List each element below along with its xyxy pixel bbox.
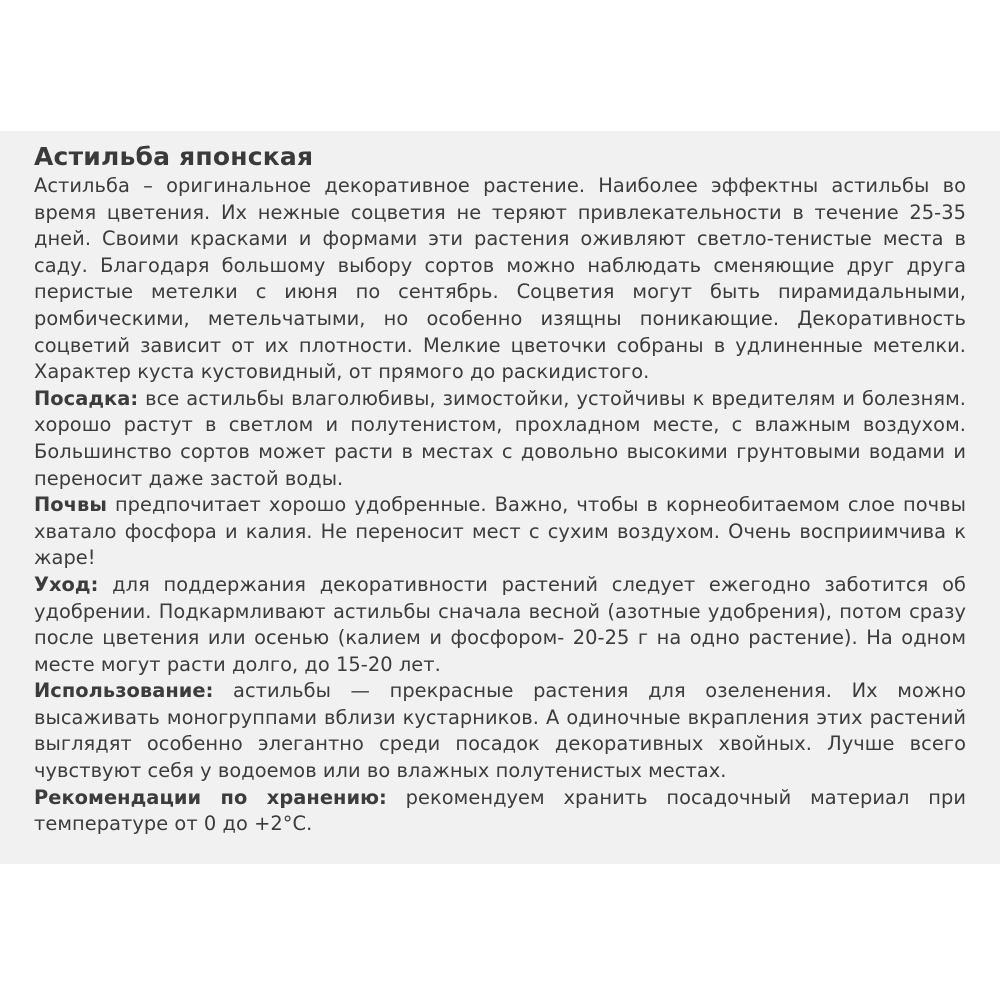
section-planting [34,386,966,492]
section-planting-text: все астильбы влаголюбивы, зимостойки, устойчивы к вредителям и болезням. хорошо растут в светлом и полутенистом, прохладном месте, с влажным воздухом. Большинство сортов может расти в местах с довольно высокими грунтовыми водами и переносит даже застой воды. [34,386,966,490]
section-usage-heading: Использование: [34,679,214,703]
section-care [34,572,966,678]
intro-paragraph: Астильба – оригинальное декоративное растение. Наиболее эффектны астильбы во время цветения. Их нежные соцветия не теряют привлекательности в течение 25-35 дней. Своими красками и формами эти растения оживляют светло-тенистые места в саду. Благодаря большому выбору сортов можно наблюдать сменяющие друг друга перистые метелки с июня по сентябрь. Соцветия могут быть пирамидальными, ромбическими, метельчатыми, но особенно изящны поникающие. Декоративность соцветий зависит от их плотности. Мелкие цветочки собраны в удлиненные метелки. Характер куста кустовидный, от прямого до раскидистого. [34,174,966,384]
section-soil-text: предпочитает хорошо удобренные. Важно, чтобы в корнеобитаемом слое почвы хватало фосфора и калия. Не переносит мест с сухим воздухом. Очень восприимчива к жаре! [34,493,966,570]
section-storage [34,785,966,838]
section-planting-heading: Посадка: [34,386,139,410]
text-card [0,131,1000,864]
section-storage-heading: Рекомендации по хранению: [34,785,387,809]
section-care-text: для поддержания декоративности растений следует ежегодно заботится об удобрении. Подкармливают астильбы сначала весной (азотные удобрения), потом сразу после цветения или осенью (калием и фосфором- 20-25 г на одно растение). На одном месте могут расти долго, до 15-20 лет. [34,572,966,676]
document-title: Астильба японская [34,142,314,171]
section-care-heading: Уход: [34,572,99,596]
section-soil-heading: Почвы [34,493,107,517]
section-usage [34,678,966,784]
section-usage-text: астильбы — прекрасные растения для озеленения. Их можно высаживать моногруппами вблизи кустарников. А одиночные вкрапления этих растений выглядят особенно элегантно среди посадок декоративных хвойных. Лучше всего чувствуют себя у водоемов или во влажных полутенистых местах. [34,679,966,783]
section-soil [34,492,966,572]
section-storage-text: рекомендуем хранить посадочный материал при температуре от 0 до +2°C. [34,785,966,836]
